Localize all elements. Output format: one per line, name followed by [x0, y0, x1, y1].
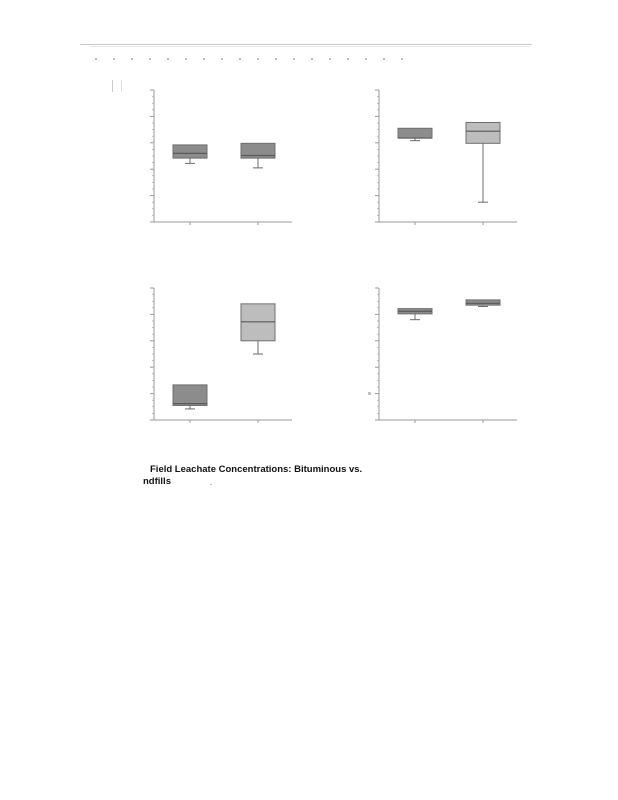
faint-header-text	[95, 58, 415, 60]
boxplot-panel-top-left	[140, 82, 300, 232]
header-rule-secondary	[90, 46, 530, 47]
figure-caption	[90, 464, 420, 488]
boxplot-panel-bottom-left	[140, 280, 300, 430]
caption-line-1: Field Leachate Concentrations: Bituminous vs.	[150, 464, 363, 475]
box	[398, 128, 432, 138]
header-rule	[80, 44, 532, 45]
caption-line-2: ndfills	[143, 476, 171, 487]
box	[466, 122, 500, 143]
box	[173, 145, 207, 158]
box	[466, 300, 500, 305]
scan-mark	[112, 80, 122, 92]
box	[173, 385, 207, 406]
boxplot-panel-bottom-right	[365, 280, 525, 430]
boxplot-panel-top-right	[365, 82, 525, 232]
